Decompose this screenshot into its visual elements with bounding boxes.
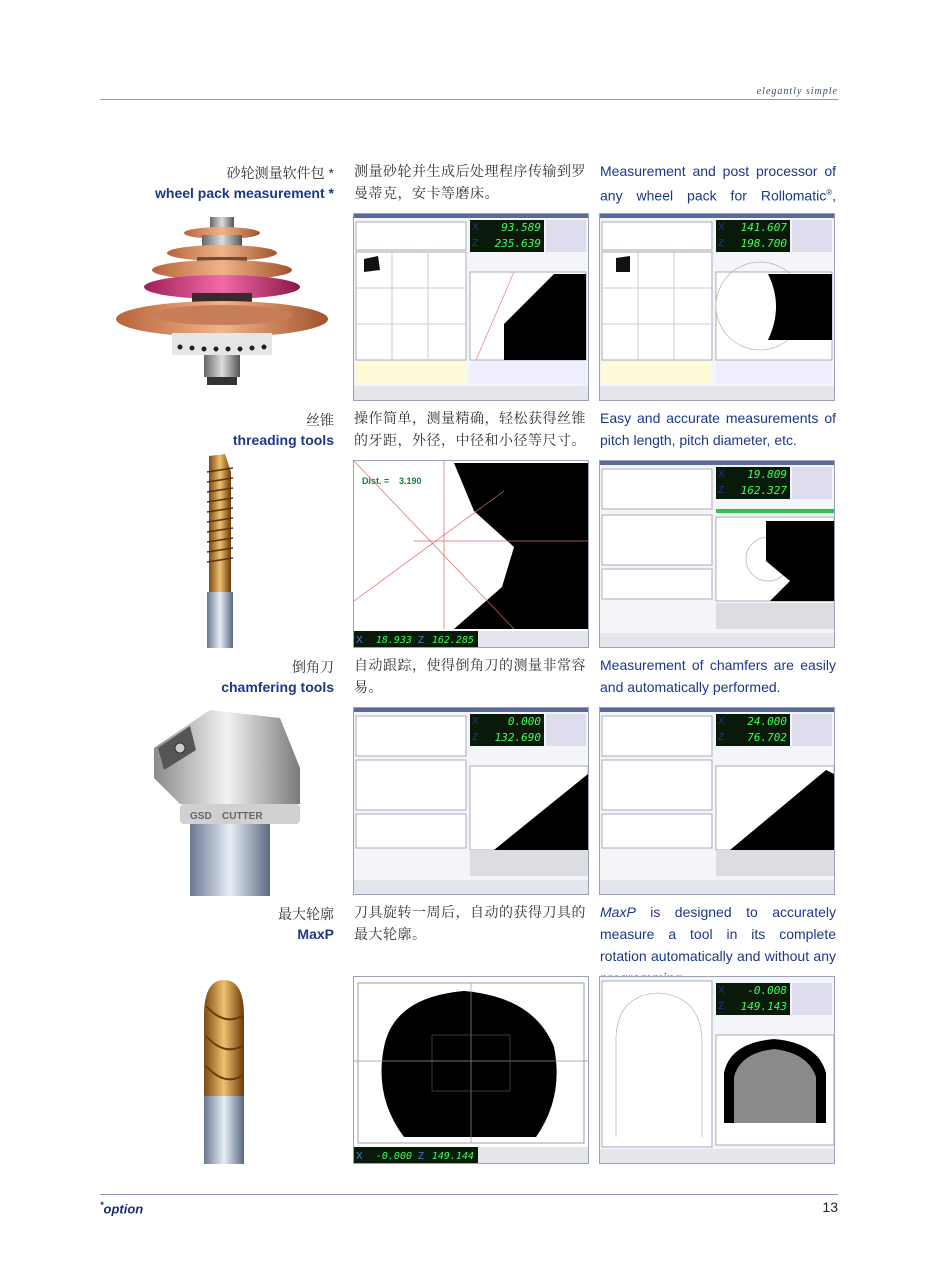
footnote: *option [100, 1200, 144, 1217]
maxp-cn-label: 最大轮廓 [278, 906, 334, 922]
chamfering-screen-1 [353, 707, 589, 895]
threading-cn-label: 丝锥 [306, 412, 334, 428]
chamfering-en-label: chamfering tools [221, 679, 334, 695]
svg-text:Z: Z [718, 732, 725, 743]
header-rule [100, 99, 838, 100]
maxp-cn-desc: 刀具旋转一周后，自动的获得刀具的最大轮廓。 [354, 904, 586, 942]
page-number: 13 [822, 1199, 838, 1215]
screen-z-readout: 198.700 [740, 237, 787, 250]
threading-cn-desc: 操作简单，测量精确，轻松获得丝锥的牙距，外径，中径和小径等尺寸。 [354, 410, 586, 448]
wheel-pack-screen-1 [353, 213, 589, 401]
chamfering-en-desc: Measurement of chamfers are easily and automatically performed. [600, 657, 836, 695]
wheel-pack-cn-desc: 测量砂轮并生成后处理程序传输到罗曼蒂克，安卡等磨床。 [354, 163, 586, 201]
screen-x-readout: -0.008 [747, 984, 787, 997]
maxp-screen-2 [599, 976, 835, 1164]
maxp-en-desc: MaxP is designed to accurately measure a tool in its complete rotation automatically and without any [600, 904, 836, 964]
svg-text:X: X [718, 469, 725, 480]
screen-x-readout: 18.933 [375, 635, 412, 646]
svg-text:Z: Z [718, 238, 725, 249]
wheel-pack-screen-2 [599, 213, 835, 401]
svg-text:X: X [718, 716, 725, 727]
svg-text:Z: Z [418, 1151, 425, 1162]
cutter-logo-left: GSD [190, 811, 212, 822]
screen-z-readout: 149.143 [740, 1000, 787, 1013]
screen-z-readout: 149.144 [431, 1151, 474, 1162]
chamfering-cn-desc: 自动跟踪，使得倒角刀的测量非常容易。 [354, 657, 586, 695]
svg-text:Z: Z [418, 635, 425, 646]
svg-text:Z: Z [718, 1001, 725, 1012]
dist-label: Dist. = [362, 476, 390, 486]
screen-x-readout: 24.000 [747, 715, 787, 728]
footer-rule [100, 1194, 838, 1195]
screen-z-readout: 132.690 [494, 731, 541, 744]
wheel-pack-cn-label: 砂轮测量软件包 * [226, 165, 334, 181]
maxp-endmill-image [198, 976, 250, 1164]
threading-en-desc: Easy and accurate measurements of pitch length, pitch diameter, etc. [600, 410, 836, 448]
tagline: elegantly simple [756, 86, 838, 97]
svg-text:X: X [356, 635, 363, 646]
svg-text:X: X [718, 222, 725, 233]
threading-tap-image [195, 452, 245, 648]
screen-x-readout: 19.809 [747, 468, 787, 481]
screen-z-readout: 162.285 [431, 635, 474, 646]
cutter-logo-right: CUTTER [222, 811, 263, 822]
wheel-pack-en-label: wheel pack measurement * [155, 185, 334, 201]
chamfering-cutter-image [150, 708, 310, 896]
wheel-pack-image [112, 215, 332, 390]
threading-screen-1 [353, 460, 589, 648]
svg-text:Z: Z [718, 485, 725, 496]
screen-x-readout: -0.000 [375, 1151, 412, 1162]
screen-x-readout: 93.589 [501, 221, 541, 234]
chamfering-screen-2 [599, 707, 835, 895]
screen-z-readout: 162.327 [740, 484, 787, 497]
svg-text:X: X [472, 716, 479, 727]
svg-text:X: X [356, 1151, 363, 1162]
svg-text:X: X [718, 985, 725, 996]
wheel-pack-en-desc: Measurement and post processor of any wheel pack for Rollomatic®, [600, 163, 836, 204]
maxp-en-label: MaxP [297, 926, 334, 942]
screen-z-readout: 76.702 [747, 731, 787, 744]
dist-value: 3.190 [399, 476, 422, 486]
chamfering-cn-label: 倒角刀 [292, 659, 334, 675]
screen-x-readout: 141.607 [740, 221, 787, 234]
screen-x-readout: 0.000 [507, 715, 541, 728]
svg-text:Z: Z [472, 732, 479, 743]
threading-screen-2 [599, 460, 835, 648]
svg-text:X: X [472, 222, 479, 233]
svg-text:Z: Z [472, 238, 479, 249]
screen-z-readout: 235.639 [494, 237, 541, 250]
threading-en-label: threading tools [232, 432, 334, 448]
maxp-screen-1 [353, 976, 589, 1164]
